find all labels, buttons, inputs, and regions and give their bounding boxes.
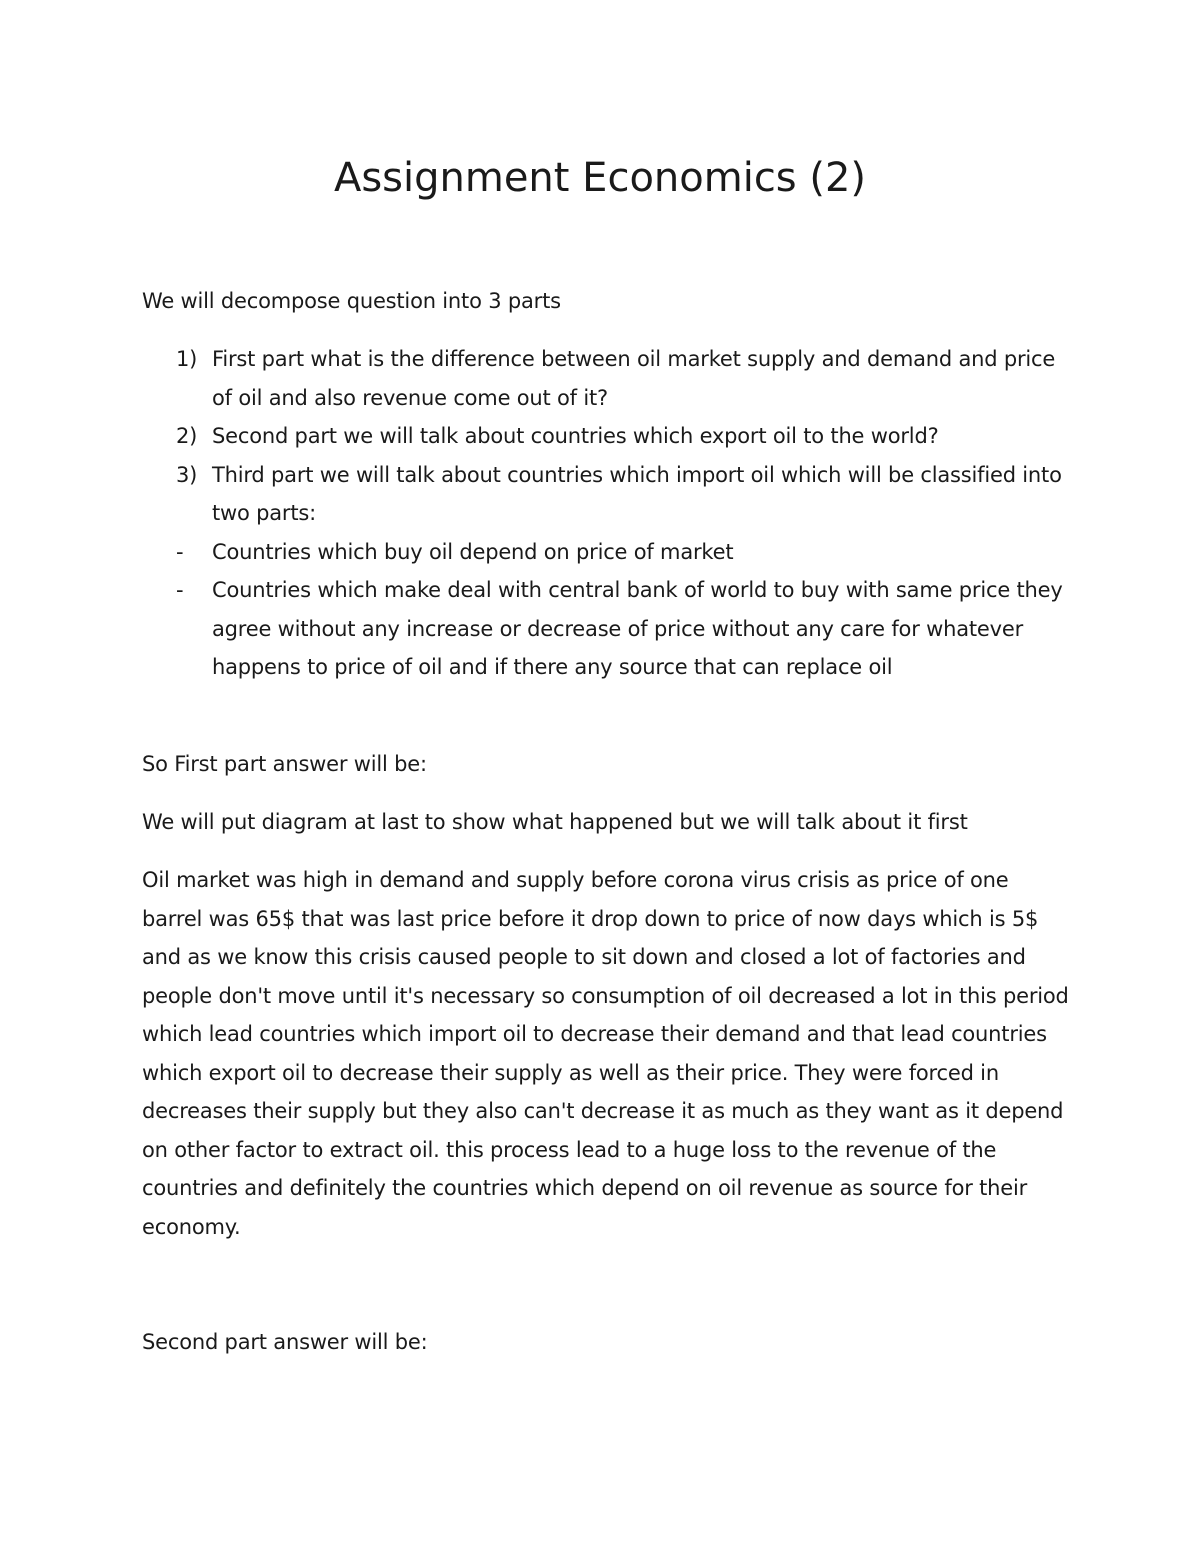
second-part-heading: Second part answer will be:	[142, 1330, 428, 1354]
list-item	[142, 533, 1072, 572]
list-item-text: Third part we will talk about countries which import oil which will be classified into two parts:	[212, 462, 1062, 525]
body-paragraph: Oil market was high in demand and supply before corona virus crisis as price of one barrel was 65$ that was last price before it drop down to price of now days which is 5$ and as we know this crisis caused people to sit down and closed a lot of factories and people don't move until it's necessary so consumption of oil decreased a lot in this period which lead countries which import oil to decrease their demand and that lead countries which export oil to decrease their supply as well as their price. They were forced in decreases their supply but they also can't decrease it as much as they want as it depend on other factor to extract oil. this process lead to a huge loss to the revenue of the countries and definitely the countries which depend on oil revenue as source for their economy.	[142, 868, 1069, 1239]
list-item-text: Countries which make deal with central bank of world to buy with same price they agree without any increase or decrease of price without any care for whatever happens to price of oil and if there any source that can replace oil	[212, 578, 1063, 679]
list-marker: 2)	[176, 424, 198, 448]
list-item	[142, 456, 1072, 533]
intro-paragraph: We will decompose question into 3 parts	[142, 289, 561, 313]
list-marker: 1)	[176, 347, 198, 371]
parts-list	[142, 340, 1072, 687]
first-part-heading: So First part answer will be:	[142, 752, 427, 776]
list-item-text: Countries which buy oil depend on price of market	[212, 539, 734, 564]
list-item	[142, 417, 1072, 456]
list-marker: -	[176, 578, 184, 602]
diagram-note: We will put diagram at last to show what happened but we will talk about it first	[142, 810, 968, 834]
list-marker: -	[176, 539, 184, 564]
list-marker: 3)	[176, 462, 198, 487]
list-item	[142, 571, 1072, 687]
list-item-text: First part what is the difference between oil market supply and demand and price of oil and also revenue come out of it?	[212, 347, 1056, 410]
list-item-text: Second part we will talk about countries which export oil to the world?	[212, 424, 939, 448]
list-item	[142, 340, 1072, 417]
document-title: Assignment Economics (2)	[333, 155, 867, 201]
